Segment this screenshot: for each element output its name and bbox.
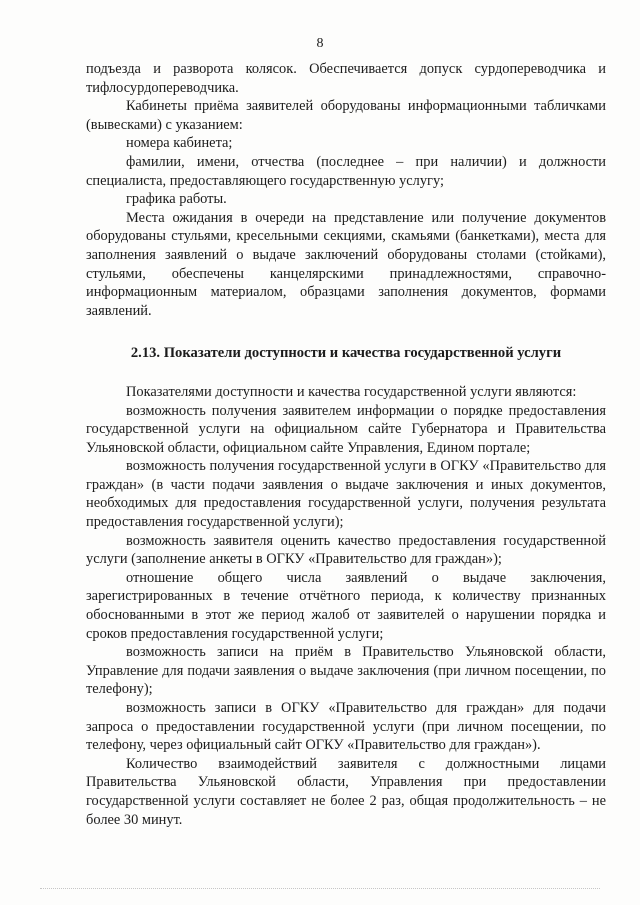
document-body [86, 60, 606, 829]
list-item-quality-evaluation: возможность заявителя оценить качество предоставления государственной услуги (заполнение анкеты в ОГКУ «Правительство для граждан»); [86, 532, 606, 568]
scan-artifact-line [40, 888, 600, 891]
paragraph-signage: Кабинеты приёма заявителей оборудованы информационными табличками (вывесками) с указанием: [86, 98, 606, 133]
paragraph-interactions-limit: Количество взаимодействий заявителя с должностными лицами Правительства Ульяновской области, Управления при предоставлении государственной услуги составляет не более 2 раз, общая продолжительность – не более 30 минут. [86, 755, 606, 828]
list-item-appointment-ogku: возможность записи в ОГКУ «Правительство для граждан» для подачи запроса о предоставлении государственной услуги (при личном посещении, по телефону, через официальный сайт ОГКУ «Правительство для граждан»). [86, 700, 606, 754]
section-heading: 2.13. Показатели доступности и качества государственной услуги [130, 345, 562, 362]
list-item-ogku-service: возможность получения государственной услуги в ОГКУ «Правительство для граждан» (в части подачи заявления о выдаче заключения и иных документов, необходимых для предоставления государственной услуги, получения результата предоставления государственной услуги); [86, 458, 606, 531]
paragraph-indicators-intro: Показателями доступности и качества государственной услуги являются: [126, 383, 577, 400]
list-item-specialist-name: фамилии, имени, отчества (последнее – при наличии) и должности специалиста, предоставляющего государственную услугу; [86, 153, 606, 189]
paragraph-waiting-areas: Места ожидания в очереди на представление или получение документов оборудованы стульями, кресельными секциями, скамьями (банкетками), места для заполнения заявлений о выдаче заключений оборудованы столами (стойками), стульями, обеспечены канцелярскими принадлежностями, справочно-информационным материалом, образцами заполнения документов, формами заявлений. [86, 209, 606, 319]
list-item-schedule: графика работы. [126, 191, 227, 208]
page-number: 8 [316, 36, 324, 51]
list-item-appointment-government: возможность записи на приём в Правительство Ульяновской области, Управление для подачи заявления о выдаче заключения (при личном посещении, по телефону); [86, 644, 606, 698]
paragraph-continuation: подъезда и разворота колясок. Обеспечивается допуск сурдопереводчика и тифлосурдопереводчика. [86, 61, 606, 96]
list-item-complaints-ratio: отношение общего числа заявлений о выдаче заключения, зарегистрированных в течение отчётного периода, к количеству признанных обоснованными в этот же период жалоб от заявителей о нарушении порядка и сроков предоставления государственной услуги; [86, 569, 606, 642]
list-item-room-number: номера кабинета; [126, 135, 233, 152]
list-item-info-access: возможность получения заявителем информации о порядке предоставления государственной услуги на официальном сайте Губернатора и Правительства Ульяновской области, официальном сайте Управления, Едином портале; [86, 402, 606, 456]
